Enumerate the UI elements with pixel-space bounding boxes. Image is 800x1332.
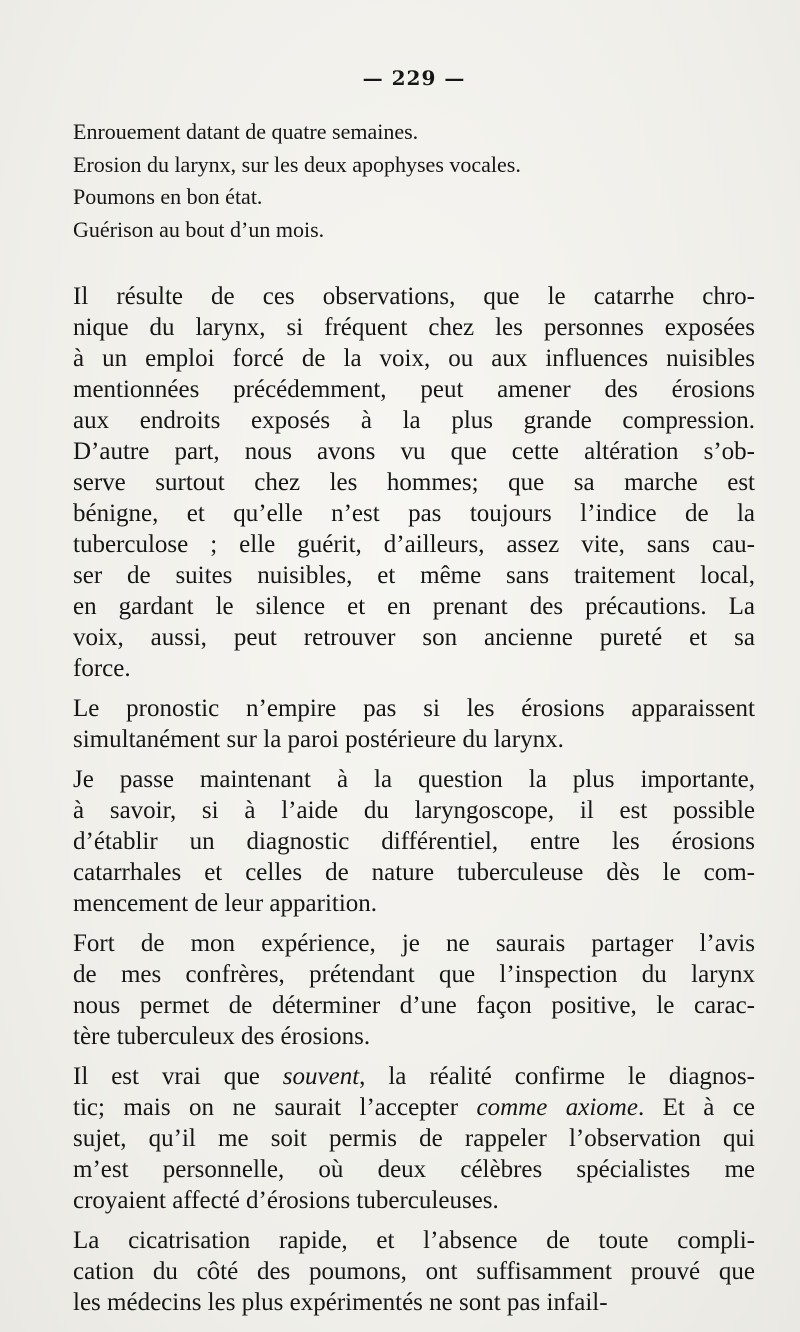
text-line: D’autre part, nous avons vu que cette altération s’ob-	[73, 438, 755, 465]
text-line: de mes confrères, prétendant que l’inspection du larynx	[73, 961, 755, 988]
text-line: Fort de mon expérience, je ne saurais partager l’avis	[73, 930, 755, 957]
text-line: aux endroits exposés à la plus grande compression.	[73, 407, 755, 434]
text-line: Je passe maintenant à la question la plus importante,	[73, 766, 755, 793]
text-line: les médecins les plus expérimentés ne sont pas infail-	[73, 1289, 608, 1316]
paragraph	[73, 1225, 755, 1318]
text-line: tuberculose ; elle guérit, d’ailleurs, assez vite, sans cau-	[73, 531, 755, 558]
body-text	[73, 281, 755, 1327]
text-line: Il est vrai que souvent, la réalité confirme le diagnos-	[73, 1063, 755, 1090]
text-line: nique du larynx, si fréquent chez les personnes exposées	[73, 314, 755, 341]
page-number: — 229 —	[362, 66, 466, 90]
text-line: cation du côté des poumons, ont suffisamment prouvé que	[73, 1258, 755, 1285]
text-line: bénigne, et qu’elle n’est pas toujours l’indice de la	[73, 500, 755, 527]
summary-line: Poumons en bon état.	[73, 184, 263, 209]
text-line: Il résulte de ces observations, que le catarrhe chro-	[73, 283, 755, 310]
text-line: tère tuberculeux des érosions.	[73, 1023, 371, 1050]
text-line: serve surtout chez les hommes; que sa marche est	[73, 469, 755, 496]
text-line: sujet, qu’il me soit permis de rappeler l’observation qui	[73, 1125, 755, 1152]
paragraph	[73, 281, 755, 684]
text-line: croyaient affecté d’érosions tuberculeuses.	[73, 1187, 499, 1214]
text-line: d’établir un diagnostic différentiel, entre les érosions	[73, 828, 755, 855]
text-line: simultanément sur la paroi postérieure du larynx.	[73, 726, 564, 753]
text-line: mentionnées précédemment, peut amener des érosions	[73, 376, 755, 403]
paragraph	[73, 1061, 755, 1216]
summary-line: Erosion du larynx, sur les deux apophyses vocales.	[73, 151, 521, 177]
text-line: mencement de leur apparition.	[73, 890, 378, 917]
text-line: La cicatrisation rapide, et l’absence de toute compli-	[73, 1227, 755, 1254]
text-line: m’est personnelle, où deux célèbres spécialistes me	[73, 1156, 755, 1183]
observation-summary	[73, 116, 755, 246]
paragraph	[73, 764, 755, 919]
summary-line: Guérison au bout d’un mois.	[73, 216, 325, 242]
text-line: à savoir, si à l’aide du laryngoscope, il est possible	[73, 797, 755, 824]
text-line: force.	[73, 655, 131, 682]
text-line: à un emploi forcé de la voix, ou aux influences nuisibles	[73, 345, 755, 372]
paragraph	[73, 928, 755, 1052]
summary-line: Enrouement datant de quatre semaines.	[73, 119, 419, 144]
text-line: ser de suites nuisibles, et même sans traitement local,	[73, 562, 755, 589]
paragraph	[73, 693, 755, 755]
text-line: tic; mais on ne saurait l’accepter comme axiome. Et à ce	[73, 1094, 755, 1121]
text-line: catarrhales et celles de nature tuberculeuse dès le com-	[73, 859, 755, 886]
text-line: voix, aussi, peut retrouver son ancienne pureté et sa	[73, 624, 755, 651]
text-line: Le pronostic n’empire pas si les érosions apparaissent	[73, 695, 755, 722]
text-line: nous permet de déterminer d’une façon positive, le carac-	[73, 992, 755, 1019]
text-line: en gardant le silence et en prenant des précautions. La	[73, 593, 755, 620]
